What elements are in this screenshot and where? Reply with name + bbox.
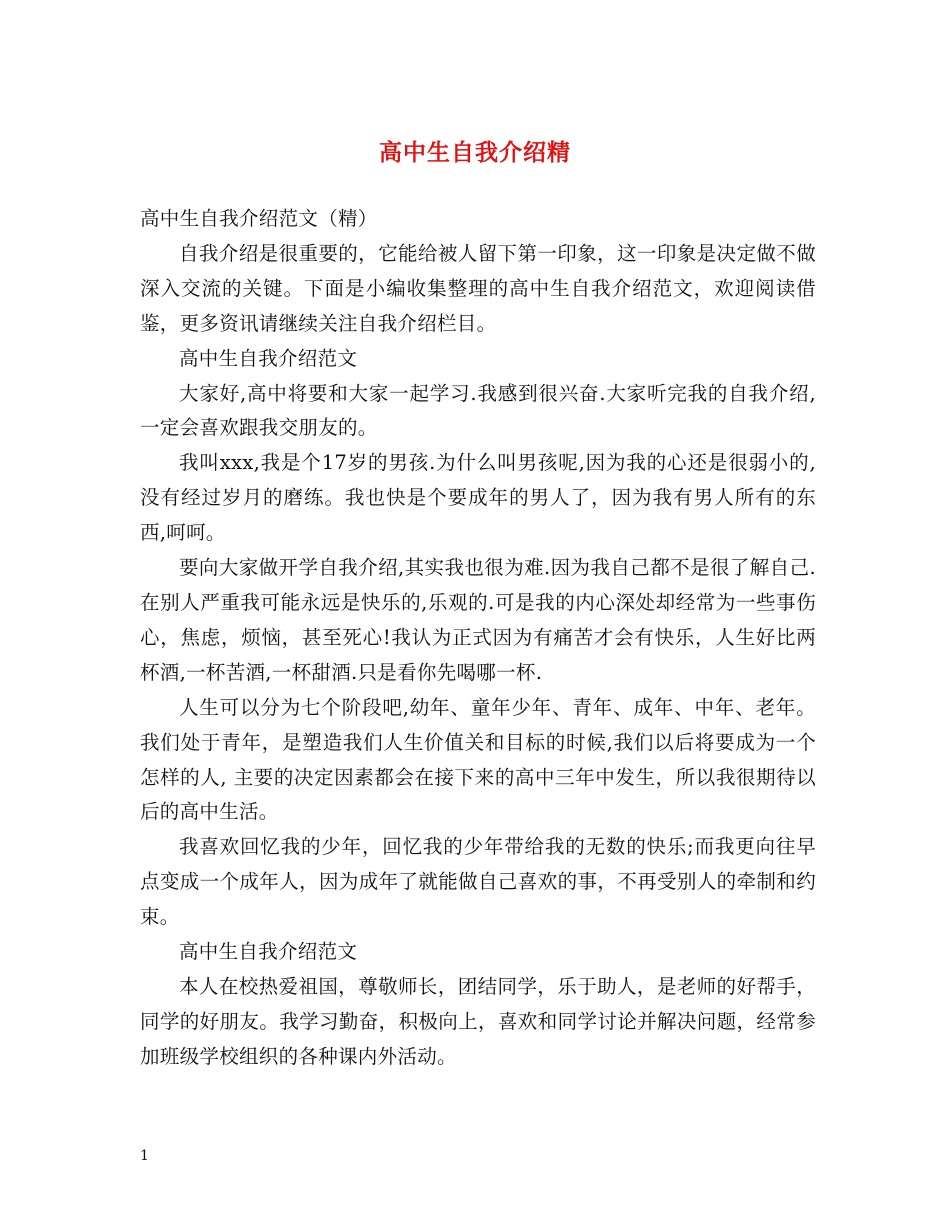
section-heading: 高中生自我介绍范文 [179,940,358,964]
paragraph: 大家好,高中将要和大家一起学习.我感到很兴奋.大家听完我的自我介绍,一定会喜欢跟我交朋友的。 [140,381,816,440]
paragraph: 要向大家做开学自我介绍,其实我也很为难.因为我自己都不是很了解自己.在别人严重我可能永远是快乐的,乐观的.可是我的内心深处却经常为一些事伤心，焦虑，烦恼，甚至死心!我认为正式因为有痛苦才会有快乐，人生好比两杯酒,一杯苦酒,一杯甜酒.只是看你先喝哪一杯. [140,556,816,684]
document-title: 高中生自我介绍精 [379,139,571,166]
paragraph-intro: 自我介绍是很重要的，它能给被人留下第一印象，这一印象是决定做不做深入交流的关键。下面是小编收集整理的高中生自我介绍范文，欢迎阅读借鉴，更多资讯请继续关注自我介绍栏目。 [140,241,816,335]
section-heading: 高中生自我介绍范文 [179,346,358,370]
page-number: 1 [140,1148,149,1164]
paragraph: 本人在校热爱祖国，尊敬师长，团结同学，乐于助人，是老师的好帮手，同学的好朋友。我学习勤奋，积极向上，喜欢和同学讨论并解决问题，经常参加班级学校组织的各种课内外活动。 [140,974,816,1068]
paragraph: 我叫xxx,我是个17岁的男孩.为什么叫男孩呢,因为我的心还是很弱小的,没有经过岁月的磨练。我也快是个要成年的男人了，因为我有男人所有的东西,呵呵。 [140,451,816,545]
paragraph: 人生可以分为七个阶段吧,幼年、童年少年、青年、成年、中年、老年。我们处于青年，是塑造我们人生价值关和目标的时候,我们以后将要成为一个怎样的人, 主要的决定因素都会在接下来的高中三年中发生，所以我很期待以后的高中生活。 [140,695,816,824]
document-body [140,202,816,1075]
document-subtitle: 高中生自我介绍范文（精） [140,207,378,230]
paragraph: 我喜欢回忆我的少年，回忆我的少年带给我的无数的快乐;而我更向往早点变成一个成年人，因为成年了就能做自己喜欢的事，不再受别人的牵制和约束。 [140,835,816,929]
